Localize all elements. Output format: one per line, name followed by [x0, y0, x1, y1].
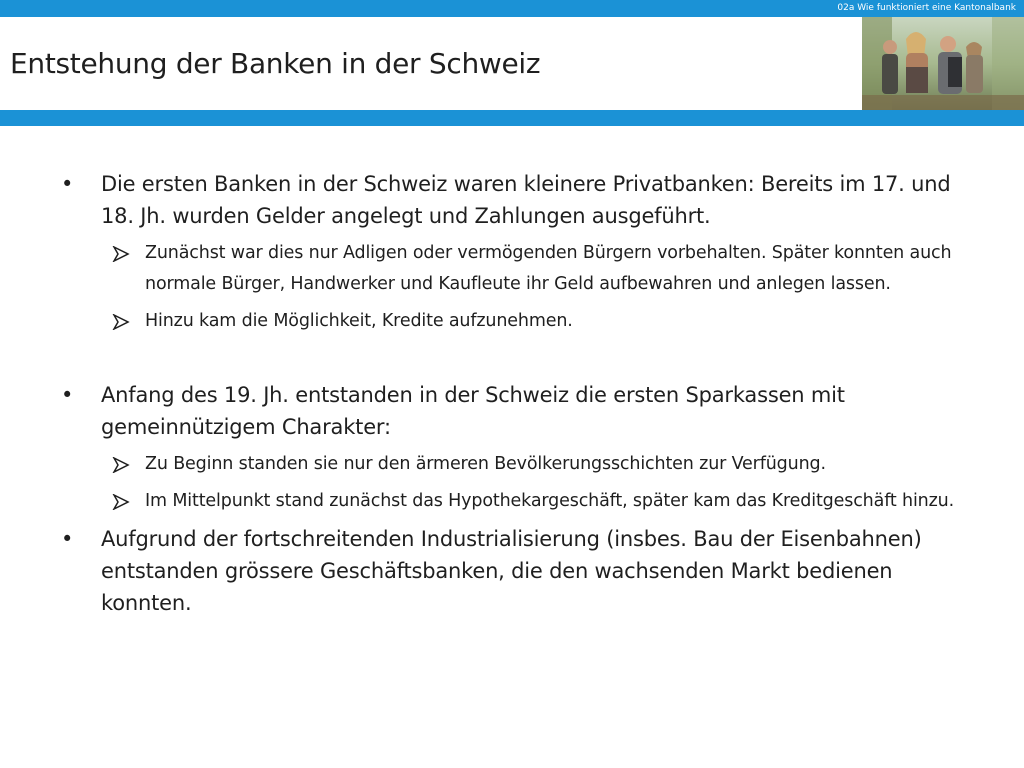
- arrowhead-bullet-icon: [112, 246, 130, 262]
- sub-bullet-item: [145, 238, 995, 300]
- sub-bullet-text: Hinzu kam die Möglichkeit, Kredite aufzunehmen.: [145, 311, 573, 331]
- top-bar: [0, 0, 1024, 17]
- sub-bullet-text: Zu Beginn standen sie nur den ärmeren Bevölkerungsschichten zur Verfügung.: [145, 454, 826, 474]
- slide-content: [0, 168, 1024, 619]
- bullet-dot-icon: •: [61, 527, 74, 551]
- section-label: 02a Wie funktioniert eine Kantonalbank: [837, 3, 1016, 13]
- bullet-text: Anfang des 19. Jh. entstanden in der Schweiz die ersten Sparkassen mit gemeinnützigem Charakter:: [101, 383, 845, 439]
- bullet-text: Aufgrund der fortschreitenden Industrialisierung (insbes. Bau der Eisenbahnen) entstanden grössere Geschäftsbanken, die den wachsenden Markt bedienen konnten.: [101, 527, 922, 615]
- bullet-item: [61, 168, 981, 232]
- sub-bullet-text: Im Mittelpunkt stand zunächst das Hypothekargeschäft, später kam das Kreditgeschäft hinzu.: [145, 491, 955, 511]
- sub-bullet-item: [145, 306, 995, 337]
- arrowhead-bullet-icon: [112, 314, 130, 330]
- sub-bullet-item: [145, 449, 995, 480]
- bullet-dot-icon: •: [61, 172, 74, 196]
- bullet-dot-icon: •: [61, 383, 74, 407]
- bullet-item: [61, 523, 981, 619]
- arrowhead-bullet-icon: [112, 457, 130, 473]
- bullet-item: [61, 379, 981, 443]
- sub-bullet-text: Zunächst war dies nur Adligen oder vermögenden Bürgern vorbehalten. Später konnten auch normale Bürger, Handwerker und Kaufleute ihr Geld aufbewahren und anlegen lassen.: [145, 243, 952, 294]
- page-title: Entstehung der Banken in der Schweiz: [10, 47, 541, 80]
- bullet-text: Die ersten Banken in der Schweiz waren kleinere Privatbanken: Bereits im 17. und 18. Jh. wurden Gelder angelegt und Zahlungen ausgeführt.: [101, 172, 951, 228]
- arrowhead-bullet-icon: [112, 494, 130, 510]
- sub-bullet-item: [145, 486, 995, 517]
- header-divider-band: [0, 110, 1024, 126]
- group-of-young-people-photo: [862, 17, 1024, 110]
- photo-illustration: [862, 17, 1024, 110]
